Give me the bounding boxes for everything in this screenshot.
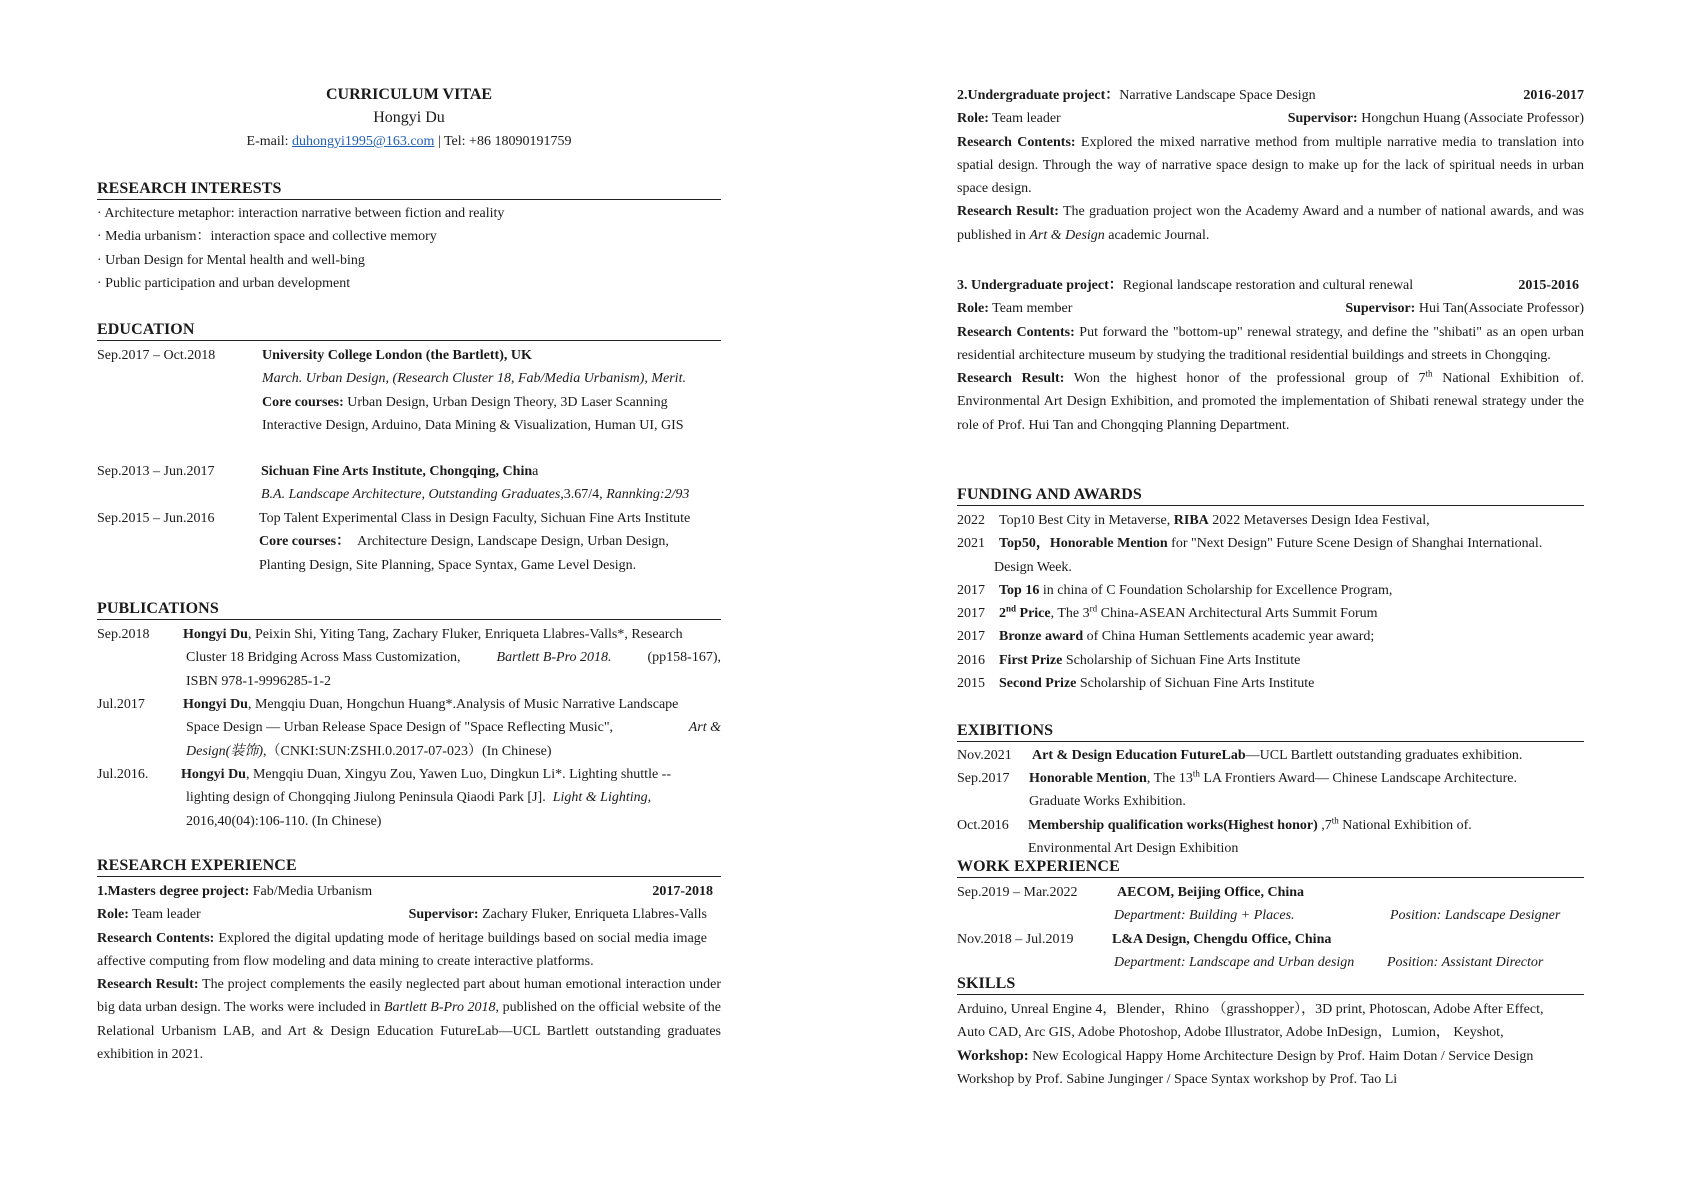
program-text: Top Talent Experimental Class in Design Faculty, Sichuan Fine Arts Institute [259, 511, 691, 526]
exhibition-text: LA Frontiers Award— Chinese Landscape Architecture. [1199, 771, 1518, 786]
publication-journal: Bartlett B-Pro 2018. [496, 650, 612, 666]
exhibition-sup: th [1192, 768, 1200, 779]
contents-text: Explored the digital updating mode of heritage buildings based on social media image affective computing from flow modeling and data mining to create interactive platforms. [97, 930, 707, 969]
award-item [957, 649, 1584, 672]
skills-list [957, 998, 1543, 1091]
result-text: Won the highest honor of the professional group of 7 [1064, 371, 1426, 387]
exhibition-item [1032, 744, 1522, 767]
interest-item: · Urban Design for Mental health and well-bing [97, 252, 365, 268]
research-experience-heading: RESEARCH EXPERIENCE [97, 857, 297, 874]
research-interests-heading: RESEARCH INTERESTS [97, 180, 282, 197]
exhibition-sup: th [1331, 815, 1339, 826]
work-date: Sep.2019 – Mar.2022 [957, 885, 1078, 900]
cv-name: Hongyi Du [373, 109, 445, 126]
award-item [957, 625, 1584, 648]
publication-journal: Light & Lighting, [552, 790, 652, 806]
project-years: 2015-2016 [1518, 278, 1579, 293]
award-year: 2017 [957, 629, 985, 645]
contents-label: Research Contents: [97, 930, 215, 946]
award-item [957, 579, 1584, 602]
award-highlight: Bronze award [999, 629, 1084, 645]
education-heading: EDUCATION [97, 321, 195, 338]
award-text: China-ASEAN Architectural Arts Summit Forum [1097, 606, 1378, 622]
result-italic: Art & Design [1029, 227, 1105, 243]
funding-heading: FUNDING AND AWARDS [957, 486, 1142, 503]
award-year: 2022 [957, 513, 985, 528]
work-position: Position: Landscape Designer [1390, 908, 1561, 923]
core-courses-label: Core courses: [262, 394, 344, 410]
project-years: 2016-2017 [1523, 88, 1584, 103]
project-title-label: 3. Undergraduate project： [957, 278, 1123, 293]
core-courses-label: Core courses： [259, 534, 351, 550]
result-text: The graduation project won the Academy Award and a number of national awards, and was published in [957, 204, 1584, 243]
rank-text: Rannking:2/93 [606, 487, 690, 503]
publication-text: , Mengqiu Duan, Xingyu Zou, Yawen Luo, Dingkun Li*. Lighting shuttle -- [245, 767, 671, 782]
work-department: Department: Landscape and Urban design [1114, 955, 1355, 970]
contents-text: Explored the mixed narrative method from multiple narrative media to translation into spatial design. Through the way of narrative space design to make up for the lack of spiritual needs in urban space design. [957, 134, 1585, 197]
award-text: , The 3 [1050, 606, 1090, 622]
publications-heading: PUBLICATIONS [97, 600, 219, 617]
result-text: , published on the official website of the Relational Urbanism LAB, and Art & Design Education FutureLab—UCL Bartlett outstanding graduates exhibition in 2021. [97, 1000, 722, 1063]
award-text: Design Week. [994, 559, 1072, 575]
exhibition-title: Art & Design Education FutureLab [1032, 748, 1246, 763]
core-courses: Architecture Design, Landscape Design, Urban Design, [357, 534, 669, 550]
supervisor-value: Hongchun Huang (Associate Professor) [1357, 111, 1584, 127]
awards-list [957, 509, 1584, 695]
project-title-label: 2.Undergraduate project： [957, 88, 1120, 103]
skills-text: Arduino, Unreal Engine 4，Blender，Rhino （grasshopper），3D print, Photoscan, Adobe After Effect, [957, 1002, 1544, 1017]
award-text: Scholarship of Sichuan Fine Arts Institute [1062, 652, 1301, 668]
award-item [957, 672, 1584, 695]
research-project-3 [957, 274, 1584, 437]
result-text: National Exhibition of. Environmental Art Design Exhibition, and promoted the implementation of Shibati renewal strategy under the role of Prof. Hui Tan and Chongqing Planning Department. [957, 371, 1584, 433]
section-divider [957, 994, 1584, 995]
interest-item: · Media urbanism：interaction space and collective memory [97, 229, 437, 245]
section-divider [97, 199, 721, 200]
award-text: 2022 Metaverses Design Idea Festival, [1208, 513, 1430, 528]
workshop-text: New Ecological Happy Home Architecture Design by Prof. Haim Dotan / Service Design [1028, 1048, 1534, 1064]
exhibition-text: Environmental Art Design Exhibition [1028, 841, 1239, 857]
publication-text: lighting design of Chongqing Jiulong Peninsula Qiaodi Park [J]. [186, 790, 546, 806]
core-courses-cont: Planting Design, Site Planning, Space Syntax, Game Level Design. [259, 557, 637, 573]
contents-label: Research Contents: [957, 324, 1075, 340]
role-label: Role: [97, 907, 129, 923]
education-date: Sep.2017 – Oct.2018 [97, 348, 216, 363]
award-highlight: First Prize [999, 652, 1063, 668]
award-highlight: Top 16 [999, 582, 1040, 598]
publication-text: , Mengqiu Duan, Hongchun Huang*.Analysis of Music Narrative Landscape [247, 697, 679, 712]
exhibitions-heading: EXIBITIONS [957, 722, 1054, 739]
publication-date: Jul.2017 [97, 697, 145, 712]
result-text: The project complements the easily neglected part about human emotional interaction under big data urban design. The works were included in [97, 977, 721, 1016]
publication-journal: Art & [688, 720, 721, 736]
award-year: 2017 [957, 606, 985, 622]
publication-item [183, 693, 721, 763]
contents-text: Put forward the "bottom-up" renewal strategy, and define the "shibati" as an open urban residential architecture museum by studying the traditional residential buildings and streets in Chongqing. [957, 324, 1584, 363]
award-item [957, 532, 1584, 555]
award-year: 2016 [957, 652, 985, 668]
project-years: 2017-2018 [652, 884, 713, 899]
education-date: Sep.2013 – Jun.2017 [97, 464, 215, 479]
project-title: Regional landscape restoration and cultural renewal [1122, 278, 1414, 293]
publication-date: Jul.2016. [97, 767, 149, 782]
gpa-text: 3.67/4, [563, 487, 603, 503]
education-entry-sfai [261, 460, 721, 507]
exhibition-title: Honorable Mention [1029, 771, 1147, 786]
result-italic: Bartlett B-Pro 2018 [383, 1000, 496, 1016]
award-highlight: Second Prize [999, 676, 1077, 692]
tel-text: | Tel: +86 18090191759 [437, 134, 572, 149]
section-divider [957, 505, 1584, 506]
publication-text: Space Design — Urban Release Space Design of "Space Reflecting Music", [186, 720, 614, 736]
school-name: University College London (the Bartlett), UK [262, 348, 532, 363]
role-value: Team leader [128, 907, 201, 923]
skills-heading: SKILLS [957, 975, 1016, 992]
publication-text: Cluster 18 Bridging Across Mass Customization, [186, 650, 461, 666]
email-label: E-mail: [246, 134, 289, 149]
education-entry-top-talent [259, 507, 721, 577]
school-name-tail: a [532, 464, 539, 479]
school-name: Sichuan Fine Arts Institute, Chongqing, Chin [261, 464, 533, 479]
award-text: of China Human Settlements academic year award; [1083, 629, 1375, 645]
result-label: Research Result: [97, 977, 199, 993]
exhibition-date: Nov.2021 [957, 748, 1012, 763]
supervisor-label: Supervisor: [1287, 111, 1358, 127]
company-name: L&A Design, Chengdu Office, China [1112, 932, 1332, 947]
award-text: in china of C Foundation Scholarship for Excellence Program, [1039, 582, 1393, 598]
interest-item: · Architecture metaphor: interaction narrative between fiction and reality [97, 206, 505, 221]
skills-text: Auto CAD, Arc GIS, Adobe Photoshop, Adobe Illustrator, Adobe InDesign，Lumion， Keyshot, [957, 1025, 1504, 1041]
supervisor-label: Supervisor: [1345, 301, 1416, 317]
award-text: Scholarship of Sichuan Fine Arts Institute [1076, 676, 1315, 692]
project-title-label: 1.Masters degree project: [97, 884, 250, 899]
contents-label: Research Contents: [957, 134, 1076, 150]
section-divider [957, 741, 1584, 742]
section-divider [97, 619, 721, 620]
author-name: Hongyi Du [181, 767, 246, 782]
publication-item [181, 763, 721, 833]
award-highlight: Price [1016, 606, 1051, 622]
author-name: Hongyi Du [183, 627, 248, 642]
award-item [957, 509, 1584, 532]
award-text: Top10 Best City in Metaverse, [999, 513, 1174, 528]
education-entry-ucl [262, 344, 721, 437]
core-courses: Urban Design, Urban Design Theory, 3D Laser Scanning [347, 394, 668, 410]
research-project-2 [957, 84, 1584, 247]
publication-isbn: ISBN 978-1-9996285-1-2 [186, 673, 332, 689]
work-item [1117, 881, 1527, 904]
work-department: Department: Building + Places. [1114, 908, 1295, 923]
core-courses-cont: Interactive Design, Arduino, Data Mining & Visualization, Human UI, GIS [262, 417, 684, 433]
work-date: Nov.2018 – Jul.2019 [957, 932, 1074, 947]
publication-text: , Peixin Shi, Yiting Tang, Zachary Fluker, Enriqueta Llabres-Valls*, Research [247, 627, 683, 642]
award-highlight: RIBA [1173, 513, 1209, 528]
section-divider [97, 876, 721, 877]
workshop-label: Workshop: [957, 1047, 1029, 1064]
award-text: for "Next Design" Future Scene Design of Shanghai International. [1167, 536, 1543, 552]
contact-line [97, 130, 721, 153]
interest-item: · Public participation and urban development [97, 275, 351, 291]
role-label: Role: [957, 301, 989, 317]
publication-journal: Design(装饰) [186, 743, 263, 759]
exhibition-text: —UCL Bartlett outstanding graduates exhibition. [1245, 748, 1523, 763]
work-heading: WORK EXPERIENCE [957, 858, 1120, 875]
degree-text: March. Urban Design, (Research Cluster 18, Fab/Media Urbanism), Merit. [262, 371, 686, 387]
role-label: Role: [957, 111, 989, 127]
email-link[interactable]: duhongyi1995@163.com [292, 134, 435, 149]
publication-pages: (pp158-167), [647, 650, 721, 666]
section-divider [97, 340, 721, 341]
workshop-text: Workshop by Prof. Sabine Junginger / Space Syntax workshop by Prof. Tao Li [957, 1071, 1398, 1087]
work-position: Position: Assistant Director [1387, 955, 1544, 970]
result-sup: th [1425, 368, 1433, 379]
section-divider [957, 877, 1584, 878]
exhibition-text: Graduate Works Exhibition. [1029, 794, 1186, 810]
exhibition-title: Membership qualification works(Highest honor) [1028, 818, 1318, 833]
award-sup: nd [1006, 603, 1017, 614]
exhibition-item [1029, 767, 1517, 814]
award-year: 2021 [957, 536, 985, 552]
publication-text: 2016,40(04):106-110. (In Chinese) [186, 813, 382, 829]
result-label: Research Result: [957, 204, 1059, 220]
company-name: AECOM, Beijing Office, China [1117, 885, 1305, 900]
exhibition-text: , The 13 [1146, 771, 1193, 786]
cv-title: CURRICULUM VITAE [325, 86, 493, 103]
author-name: Hongyi Du [183, 697, 248, 712]
result-label: Research Result: [957, 371, 1065, 387]
award-year: 2017 [957, 582, 985, 598]
supervisor-value: Zachary Fluker, Enriqueta Llabres-Valls [478, 907, 707, 923]
award-year: 2015 [957, 676, 985, 692]
education-date: Sep.2015 – Jun.2016 [97, 511, 215, 526]
degree-text: B.A. Landscape Architecture, Outstanding Graduates, [261, 487, 564, 503]
publication-item [183, 623, 721, 693]
exhibition-text: ,7 [1317, 818, 1332, 833]
exhibition-item [1028, 814, 1472, 861]
publication-text: ,（CNKI:SUN:ZSHI.0.2017-07-023）(In Chinese) [263, 743, 552, 759]
role-value: Team member [988, 301, 1073, 317]
project-title: Fab/Media Urbanism [249, 884, 373, 899]
cv-header [97, 84, 721, 153]
exhibition-text: National Exhibition of. [1338, 818, 1472, 833]
project-title: Narrative Landscape Space Design [1119, 88, 1316, 103]
supervisor-label: Supervisor: [408, 907, 479, 923]
supervisor-value: Hui Tan(Associate Professor) [1415, 301, 1584, 317]
research-project-1 [97, 880, 722, 1066]
role-value: Team leader [988, 111, 1061, 127]
award-item [957, 602, 1584, 625]
publication-date: Sep.2018 [97, 627, 150, 642]
research-interests-list [97, 202, 504, 295]
award-highlight: Top50，Honorable Mention [999, 536, 1168, 552]
award-highlight: 2 [999, 606, 1006, 622]
result-text: academic Journal. [1104, 227, 1210, 243]
exhibition-date: Sep.2017 [957, 771, 1010, 786]
exhibition-date: Oct.2016 [957, 818, 1009, 833]
award-sup: rd [1089, 603, 1098, 614]
